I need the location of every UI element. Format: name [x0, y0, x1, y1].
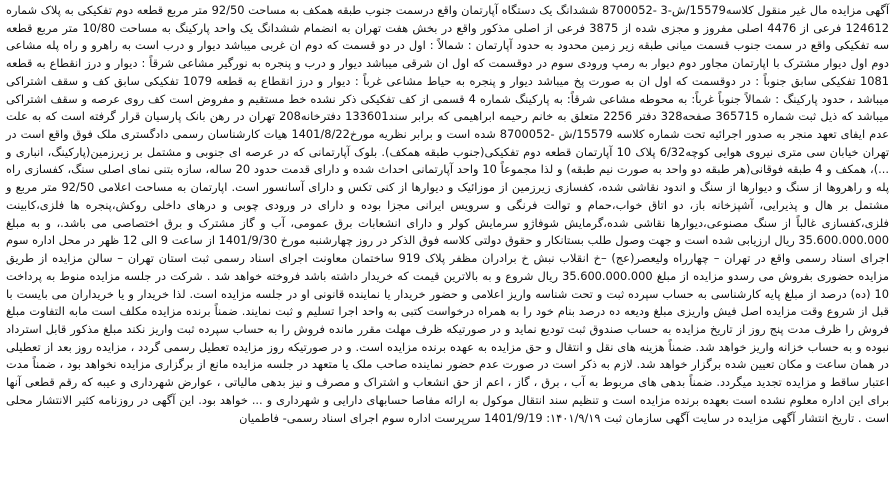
auction-notice-text: آگهی مزایده مال غیر منقول کلاسه15579/ش-3 -8700052 ششدانگ یک دستگاه آپارتمان واقع درسمت جنوب طبقه همکف به مساحت 92/50 متر مربع قطعه دوم تفکیکی به پلاک شماره 124612 فرعی از 4476 اصلی مفروز و مجزی شده از 3875 فرعی از اصلی مذکور واقع در بخش هفت تهران به انضمام ششدانگ یک واحد پارکینگ به مساحت 10/80 متر مربع قطعه سه تفکیکی واقع در سمت جنوب قسمت میانی طبقه زیر زمین محدود به حدود آپارتمان : شمالاً : اول در دو قسمت که دوم ان غربی میباشد دیوار و درب است به راهرو و راه پله مشاعی دوم اول دیوار مشترک با اپارتمان مجاور دوم دیوار به رمپ ورودی سوم در دوقسمت که اول ان شرقی میباشد دیوار و درب و پنجره به نورگیر مشاعی شرقاً : دیوار و درز انقطاع به قطعه 1081 تفکیکی سابق جنوباً : در دوقسمت که اول ان به صورت پخ میباشد دیوار و پنجره به حیاط مشاعی غرباً : دیوار و درز انقطاع به قطعه 1079 تفکیکی سابق کف و سقف اشتراکی میباشد ، حدود پارکینگ : شمالاً جنوباً غرباً: به محوطه مشاعی شرقاً: به پارکینگ شماره 4 قسمی از کف تفکیکی ذکر نشده خط مستقیم و مفروض است کف روی عرصه و سقف اشتراکی میباشد که ذیل ثبت شماره 365715 صفحه328 دفتر 2256 متعلق به خانم رحیمه ابراهیمی که برابر سند133601 دفترخانه208 تهران در رهن بانک پارسیان قرار گرفته است که به علت عدم ایفای تعهد منجر به صدور اجرائیه تحت شماره کلاسه 15579/ش -8700052 شده است و برابر نظریه مورخ1401/8/22 هیات کارشناسان رسمی دادگستری ملک فوق واقع است در تهران خیابان سی متری نیروی هوایی کوچه6/32 پلاک 10 آپارتمان قطعه دوم تفکیکی(جنوب طبقه همکف). بلوک آپارتمانی که در عرصه ای جنوبی و مشتمل بر زیرزمین(پارکینگ، انباری و ...)، همکف و 4 طبقه فوقانی(هر طبقه دو واحد به صورت نیم طبقه) و لذا مجموعاً 10 واحد آپارتمانی احداث شده و دارای قدمت حدود 20 ساله، سازه بتنی نمای اصلی سنگ، کفسازی راه پله و راهروها از سنگ و دیوارها از سنگ و اندود نقاشی شده، کفسازی زیرزمین از موزائیک و دیوارها از کنی تکس و دارای آسانسور است. اپارتمان به مساحت اعلامی 92/50 متر مربع و مشتمل بر هال و پذیرایی، آشپزخانه باز، دو اتاق خواب،حمام و توالت فرنگی و سرویس ایرانی مجزا بوده و دارای در ورودی چوبی و درهای داخلی روکش،پنجره ها فلزی،کابینت فلزی،کفسازی غالباً از سنگ مصنوعی،دیوارها نقاشی شده،گرمایش شوفاژو سرمایش کولر و دارای انشعابات برق عمومی، آب و گاز مشترک و برق اختصاصی می باشد.، و به مبلغ 35.600.000.000 ریال ارزیابی شده است و جهت وصول طلب بستانکار و حقوق دولتی کلاسه فوق الذکر در روز چهارشنبه مورخ 1401/9/30 از ساعت 9 الی 12 ظهر در محل اداره سوم اجرای اسناد رسمی واقع در تهران – چهارراه ولیعصر(عج) –خ انقلاب نبش خ برادران مظفر پلاک 919 ساختمان معاونت اجرای اسناد رسمی ثبت استان تهران – سالن مزایده از طریق مزایده حضوری بفروش می رسدو مزایده از مبلغ 35.600.000.000 ریال شروع و به بالاترین قیمت که خریدار داشته باشد فروخته خواهد شد . شرکت در جلسه مزایده منوط به پرداخت 10 (ده) درصد از مبلغ پایه کارشناسی به حساب سپرده ثبت و تحت شناسه واریز اعلامی و حضور خریدار یا نماینده قانونی او در جلسه مزایده است. لذا خریدار و یا خریداران می بایست با قبل از شروع وقت مزایده اصل فیش واریزی مبلغ ودیعه ده درصد بنام خود را به همراه درخواست کتبی به واحد اجرا تسلیم و ثبت نمایند. ضمناً برنده مزایده مکلف است مابه التفاوت مبلغ فروش را ظرف مدت پنج روز از تاریخ مزایده به حساب صندوق ثبت تودیع نماید و در صورتیکه ظرف مهلت مقرر مانده فروش را به حساب سپرده ثبت واریز نکند مبلغ مذکور قابل استرداد نبوده و به حساب خزانه واریز خواهد شد. ضمناً هزینه های نقل و انتقال و حق مزایده به عهده برنده مزایده است. و در صورتیکه روز مزایده تعطیل رسمی گردد ، مزایده روز بعد از تعطیلی در همان ساعت و مکان تعیین شده برگزار خواهد شد. لازم به ذکر است در صورت عدم حضور نماینده صاحب ملک یا متعهد در جلسه مزایده مانع از برگزاری مزایده نخواهد بود ، ضمناً مدت اعتبار ساقط و مزایده تجدید میگردد. ضمناً بدهی های مربوط به آب ، برق ، گاز ، اعم از حق انشعاب و اشتراک و مصرف و نیز بدهی مالیاتی ، عوارض شهرداری و عیبه که رقم قطعی آنها برای این اداره معلوم نشده است بعهده برنده مزایده است و تنظیم سند انتقال موکول به ارائه مفاصا حسابهای دارایی و شهرداری و ... خواهد بود. این آگهی در روزنامه کثیر الانتشار محلی است . تاریخ انتشار آگهی مزایده در سایت آگهی سازمان ثبت ۱۴۰۱/۹/۱۹: 1401/9/19 سرپرست اداره سوم اجرای اسناد رسمی- فاطمیان [6, 3, 890, 425]
